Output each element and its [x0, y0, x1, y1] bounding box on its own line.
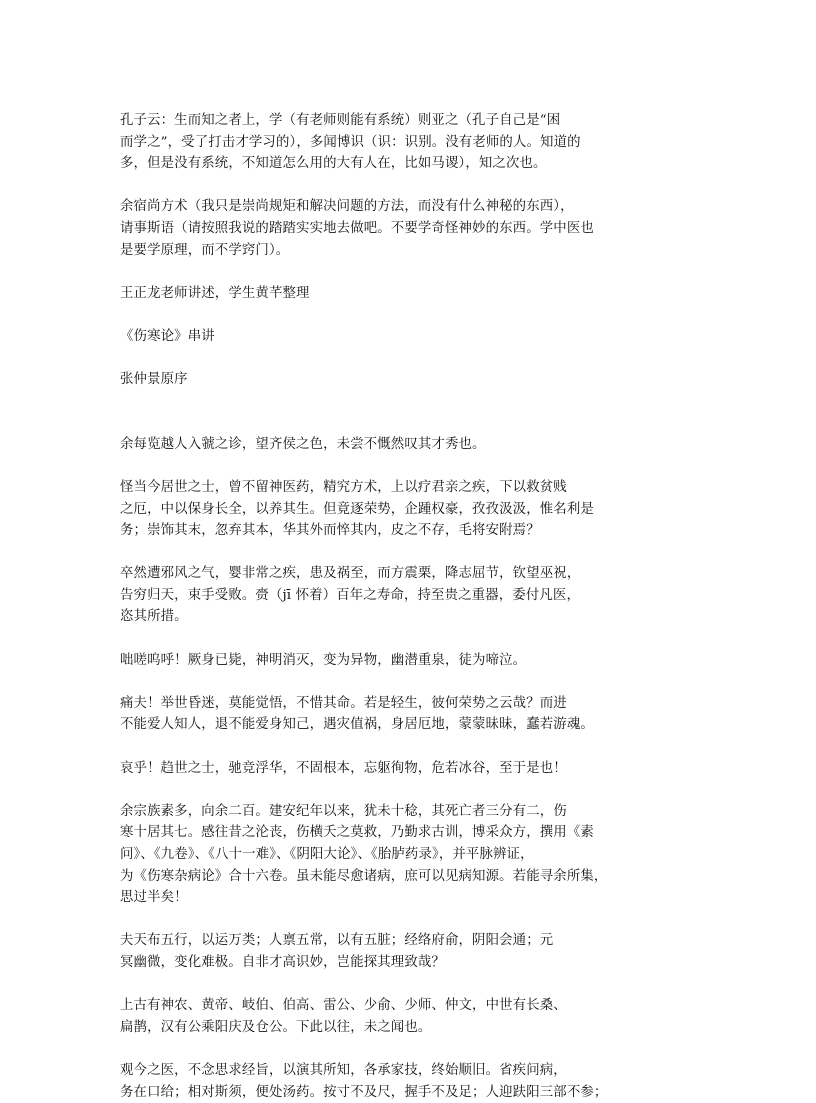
text-line: 是要学原理，而不学窍门）。 — [120, 242, 290, 258]
text-line: 请事斯语（请按照我说的踏踏实实地去做吧。不要学奇怪神妙的东西。学中医也 — [120, 220, 594, 236]
text-line: 而学之”，受了打击才学习的），多闻博识（识：识别。没有老师的人。知道的 — [120, 134, 581, 150]
text-line: 痛夫！举世昏迷，莫能觉悟，不惜其命。若是轻生，彼何荣势之云哉？而进 — [120, 695, 567, 711]
intro-paragraph-1 — [120, 110, 620, 175]
book-title-text: 《伤寒论》串讲 — [120, 328, 215, 344]
text-line: 恣其所措。 — [120, 609, 188, 625]
text-line: 告穷归天，束手受败。赍（jī 怀着）百年之寿命，持至贵之重器，委付凡医， — [120, 587, 580, 603]
text-line: 扁鹊，汉有公乘阳庆及仓公。下此以往，未之闻也。 — [120, 1019, 432, 1035]
text-line: 观今之医，不念思求经旨，以演其所知，各承家技，终始顺旧。省疾问病， — [120, 1062, 567, 1078]
text-line: 寒十居其七。感往昔之沦丧，伤横夭之莫救，乃勤求古训，博采众方，撰用《素 — [120, 825, 594, 841]
text-line: 卒然遭邪风之气，婴非常之疾，患及祸至，而方震栗，降志屈节，钦望巫祝， — [120, 566, 581, 582]
intro-paragraph-2 — [120, 196, 620, 261]
text-line: 哀乎！趋世之士，驰竞浮华，不固根本，忘躯徇物，危若冰谷，至于是也！ — [120, 760, 567, 776]
text-line: 孔子云：生而知之者上，学（有老师则能有系统）则亚之（孔子自己是“困 — [120, 113, 561, 128]
preface-paragraph-10 — [120, 1060, 620, 1103]
document-page — [120, 110, 620, 1103]
preface-paragraph-3 — [120, 563, 620, 628]
preface-paragraph-7 — [120, 801, 620, 909]
text-line: 之厄，中以保身长全，以养其生。但竟逐荣势，企踵权豪，孜孜汲汲，惟名利是 — [120, 501, 594, 517]
text-line: 问》、《九卷》、《八十一难》、《阴阳大论》、《胎胪药录》，并平脉辨证， — [120, 847, 534, 862]
credit-text: 王正龙老师讲述，学生黄芊整理 — [120, 285, 310, 301]
preface-paragraph-9 — [120, 995, 620, 1038]
text-line: 冥幽微，变化难极。自非才高识妙，岂能探其理致哉？ — [120, 954, 445, 970]
credit-line — [120, 283, 620, 305]
preface-paragraph-4 — [120, 650, 620, 672]
text-line: 怪当今居世之士，曾不留神医药，精究方术，上以疗君亲之疾，下以救贫贱 — [120, 479, 567, 495]
preface-paragraph-5 — [120, 693, 620, 736]
text-line: 夫天布五行，以运万类；人禀五常，以有五脏；经络府俞，阴阳会通；元 — [120, 933, 554, 949]
text-line: 思过半矣！ — [120, 890, 188, 906]
preface-paragraph-8 — [120, 930, 620, 973]
section-title-text: 张仲景原序 — [120, 372, 188, 388]
text-line: 余每览越人入虢之诊，望齐侯之色，未尝不慨然叹其才秀也。 — [120, 436, 486, 452]
book-title — [120, 326, 620, 348]
section-title — [120, 369, 620, 391]
text-line: 余宗族素多，向余二百。建安纪年以来，犹未十稔，其死亡者三分有二，伤 — [120, 803, 567, 819]
preface-paragraph-6 — [120, 758, 620, 780]
text-line: 务；崇饰其末，忽弃其本，华其外而悴其内，皮之不存，毛将安附焉？ — [120, 523, 540, 539]
text-line: 多，但是没有系统，不知道怎么用的大有人在，比如马谡），知之次也。 — [120, 156, 547, 172]
text-line: 余宿尚方术（我只是崇尚规矩和解决问题的方法，而没有什么神秘的东西）， — [120, 199, 574, 215]
text-line: 不能爱人知人，退不能爱身知己，遇灾值祸，身居厄地，蒙蒙昧昧，蠢若游魂。 — [120, 717, 594, 733]
text-line: 务在口给；相对斯须，便处汤药。按寸不及尺，握手不及足；人迎趺阳三部不参； — [120, 1084, 608, 1100]
text-line: 为《伤寒杂病论》合十六卷。虽未能尽愈诸病，庶可以见病知源。若能寻余所集， — [120, 868, 608, 884]
text-line: 上古有神农、黄帝、岐伯、伯高、雷公、少俞、少师、仲文，中世有长桑、 — [120, 998, 567, 1014]
preface-paragraph-1 — [120, 434, 620, 456]
text-line: 咄嗟呜呼！厥身已毙，神明消灭，变为异物，幽潜重泉，徒为啼泣。 — [120, 652, 527, 668]
preface-paragraph-2 — [120, 477, 620, 542]
